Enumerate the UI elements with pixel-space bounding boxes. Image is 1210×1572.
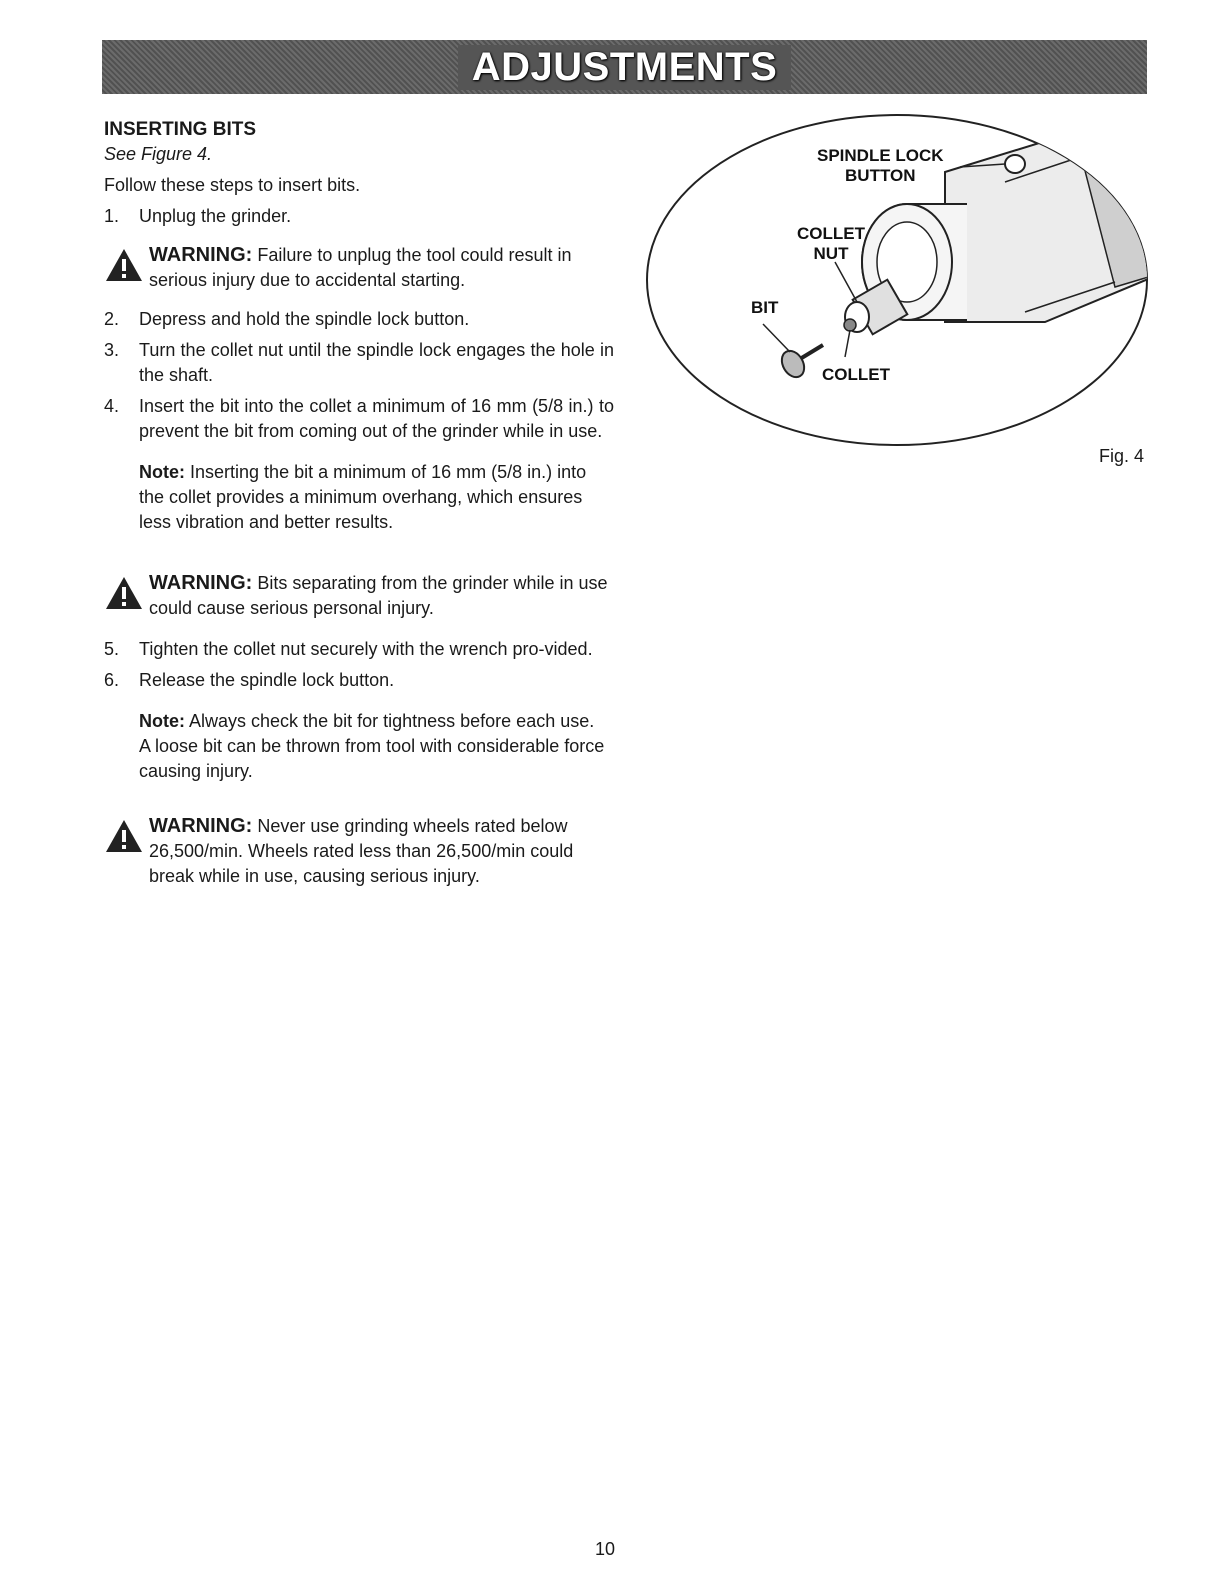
note-label: Note: <box>139 462 185 482</box>
intro-text: Follow these steps to insert bits. <box>104 175 361 195</box>
page-number: 10 <box>594 1539 616 1559</box>
warning-triangle-icon <box>104 818 144 854</box>
step-item <box>104 307 614 332</box>
callout-text: BIT <box>751 298 779 317</box>
note-block <box>104 709 609 784</box>
section-heading: INSERTING BITS <box>104 119 257 140</box>
figure-reference: See Figure 4. <box>104 144 213 164</box>
instructions-column <box>104 118 614 889</box>
callout-spindle-lock <box>817 146 944 186</box>
callout-text: SPINDLE LOCK <box>817 146 944 165</box>
warning-text: Never use grinding wheels rated below 26,500/min. Wheels rated less than 26,500/min could break while in use, causing serious injury. <box>149 816 574 886</box>
note-label: Note: <box>139 711 185 731</box>
warning-triangle-icon <box>104 575 144 611</box>
banner-title: ADJUSTMENTS <box>458 45 792 90</box>
callout-text: NUT <box>813 244 849 263</box>
section-banner <box>102 40 1147 94</box>
note-block <box>104 460 609 535</box>
step-text: Release the spindle lock button. <box>139 670 395 690</box>
callout-text: COLLET <box>822 365 890 384</box>
step-number: 5. <box>104 639 120 659</box>
warning-block <box>104 243 619 293</box>
step-item <box>104 668 614 693</box>
warning-block <box>104 814 619 889</box>
step-text: Turn the collet nut until the spindle lock engages the hole in the shaft. <box>139 340 614 385</box>
step-text: Unplug the grinder. <box>139 206 292 226</box>
callout-text: BUTTON <box>845 166 916 185</box>
note-text: Inserting the bit a minimum of 16 mm (5/8 in.) into the collet provides a minimum overhang, which ensures less vibration and better results. <box>139 462 587 532</box>
step-item <box>104 204 614 229</box>
warning-text: Failure to unplug the tool could result in serious injury due to accidental starting. <box>149 245 572 290</box>
step-text: Tighten the collet nut securely with the wrench pro-vided. <box>139 639 593 659</box>
step-number: 3. <box>104 340 120 360</box>
warning-label: WARNING: <box>149 815 253 837</box>
step-item <box>104 338 614 388</box>
callout-collet-nut <box>797 224 865 264</box>
callout-collet <box>822 365 890 385</box>
step-number: 1. <box>104 206 120 226</box>
step-item <box>104 394 614 444</box>
warning-block <box>104 571 619 621</box>
figure-label: Fig. 4 <box>1098 446 1144 466</box>
note-text: Always check the bit for tightness before each use. A loose bit can be thrown from tool with considerable force causing injury. <box>139 711 605 781</box>
warning-triangle-icon <box>104 247 144 283</box>
step-text: Depress and hold the spindle lock button. <box>139 309 470 329</box>
step-number: 4. <box>104 396 120 416</box>
callout-bit <box>751 298 778 318</box>
step-number: 2. <box>104 309 120 329</box>
warning-text: Bits separating from the grinder while in use could cause serious personal injury. <box>149 573 608 618</box>
warning-label: WARNING: <box>149 244 253 266</box>
step-number: 6. <box>104 670 120 690</box>
step-item <box>104 637 614 662</box>
figure-4 <box>645 112 1150 472</box>
step-text: Insert the bit into the collet a minimum of 16 mm (5/8 in.) to prevent the bit from coming out of the grinder while in use. <box>139 396 614 441</box>
warning-label: WARNING: <box>149 572 253 594</box>
callout-text: COLLET <box>797 224 865 243</box>
